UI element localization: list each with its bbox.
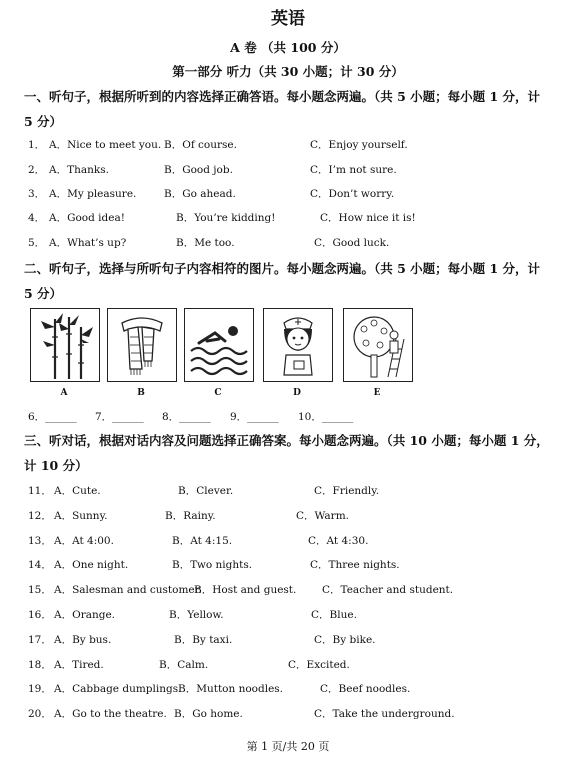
option-c: C．Enjoy yourself. xyxy=(310,139,408,151)
option-a: A．Cute. xyxy=(54,485,101,497)
picture-d xyxy=(263,308,333,382)
question-number: 1． xyxy=(28,139,46,151)
option-a: A．Orange. xyxy=(54,609,116,621)
section3-heading: 三、听对话，根据对话内容及问题选择正确答案。每小题念两遍。（共 10 小题；每小题 1 分，计 10 分） xyxy=(24,433,549,473)
option-b: B．Me too. xyxy=(176,237,235,249)
section1-heading: 一、听句子，根据所听到的内容选择正确答语。每小题念两遍。（共 5 小题；每小题 1 分，计 5 分） xyxy=(24,89,541,129)
option-c: C．Warm. xyxy=(296,510,349,522)
option-c: C．Teacher and student. xyxy=(322,584,454,596)
answer-blank[interactable]: 7．______ xyxy=(95,411,144,423)
option-c: C．I’m not sure. xyxy=(310,164,397,176)
answer-blank[interactable]: 8．______ xyxy=(162,411,211,423)
option-a: A．Tired. xyxy=(54,659,104,671)
picture-e xyxy=(343,308,413,382)
option-a: A．By bus. xyxy=(54,634,112,646)
question-number: 14． xyxy=(28,559,52,571)
option-c: C．By bike. xyxy=(314,634,376,646)
option-a: A．My pleasure. xyxy=(49,188,137,200)
picture-a xyxy=(30,308,100,382)
picture-b xyxy=(107,308,177,382)
question-number: 5． xyxy=(28,237,46,249)
option-b: B．Go ahead. xyxy=(164,188,236,200)
option-c: C．How nice it is! xyxy=(320,212,416,224)
swimming-icon xyxy=(185,309,253,381)
picture-label-e: E xyxy=(373,388,381,398)
option-b: B．Mutton noodles. xyxy=(178,683,284,695)
option-a: A．Thanks. xyxy=(49,164,109,176)
tree-ladder-icon xyxy=(344,309,412,381)
option-b: B．Yellow. xyxy=(169,609,224,621)
option-a: A．Salesman and customer. xyxy=(54,584,202,596)
page-title: 英语 xyxy=(271,9,305,29)
answer-blank[interactable]: 6．______ xyxy=(28,411,77,423)
option-c: C．Friendly. xyxy=(314,485,380,497)
option-b: B．Two nights. xyxy=(172,559,253,571)
option-c: C．Take the underground. xyxy=(314,708,455,720)
option-b: B．By taxi. xyxy=(174,634,233,646)
bamboo-icon xyxy=(31,309,99,381)
question-number: 4． xyxy=(28,212,46,224)
option-a: A．What’s up? xyxy=(49,237,127,249)
option-c: C．Excited. xyxy=(288,659,350,671)
question-number: 19． xyxy=(28,683,52,695)
option-b: B．At 4:15. xyxy=(172,535,233,547)
option-a: A．Cabbage dumplings. xyxy=(54,683,182,695)
option-a: A．At 4:00. xyxy=(54,535,114,547)
option-c: C．Good luck. xyxy=(314,237,390,249)
option-c: C．At 4:30. xyxy=(308,535,369,547)
question-number: 11． xyxy=(28,485,52,497)
option-c: C．Three nights. xyxy=(310,559,400,571)
option-a: A．Go to the theatre. xyxy=(54,708,167,720)
option-a: A．Sunny. xyxy=(54,510,108,522)
picture-label-b: B xyxy=(137,388,145,398)
question-number: 18． xyxy=(28,659,52,671)
option-c: C．Don’t worry. xyxy=(310,188,395,200)
question-number: 12． xyxy=(28,510,52,522)
option-b: B．Of course. xyxy=(164,139,237,151)
question-number: 13． xyxy=(28,535,52,547)
option-c: C．Beef noodles. xyxy=(320,683,411,695)
question-number: 2． xyxy=(28,164,46,176)
option-b: B．Go home. xyxy=(174,708,243,720)
question-number: 3． xyxy=(28,188,46,200)
picture-c xyxy=(184,308,254,382)
question-number: 16． xyxy=(28,609,52,621)
picture-label-a: A xyxy=(60,388,68,398)
option-b: B．Calm. xyxy=(159,659,209,671)
page-footer: 第 1 页/共 20 页 xyxy=(246,740,330,753)
option-c: C．Blue. xyxy=(311,609,357,621)
picture-label-d: D xyxy=(293,388,301,398)
option-b: B．Clever. xyxy=(178,485,234,497)
option-b: B．Good job. xyxy=(164,164,233,176)
question-number: 20． xyxy=(28,708,52,720)
option-a: A．Nice to meet you. xyxy=(49,139,162,151)
nurse-icon xyxy=(264,309,332,381)
question-number: 15． xyxy=(28,584,52,596)
answer-blank[interactable]: 9．______ xyxy=(230,411,279,423)
option-b: B．You’re kidding! xyxy=(176,212,276,224)
question-number: 17． xyxy=(28,634,52,646)
option-b: B．Rainy. xyxy=(165,510,216,522)
answer-blank[interactable]: 10．______ xyxy=(298,411,354,423)
section2-heading: 二、听句子，选择与所听句子内容相符的图片。每小题念两遍。（共 5 小题；每小题 1 分，计 5 分） xyxy=(24,261,541,301)
option-a: A．One night. xyxy=(54,559,129,571)
scarf-icon xyxy=(108,309,176,381)
picture-label-c: C xyxy=(214,388,222,398)
part-one-heading: 第一部分 听力（共 30 小题；计 30 分） xyxy=(172,64,404,79)
option-b: B．Host and guest. xyxy=(194,584,297,596)
option-a: A．Good idea! xyxy=(49,212,125,224)
part-a-heading: A 卷 （共 100 分） xyxy=(230,40,346,55)
